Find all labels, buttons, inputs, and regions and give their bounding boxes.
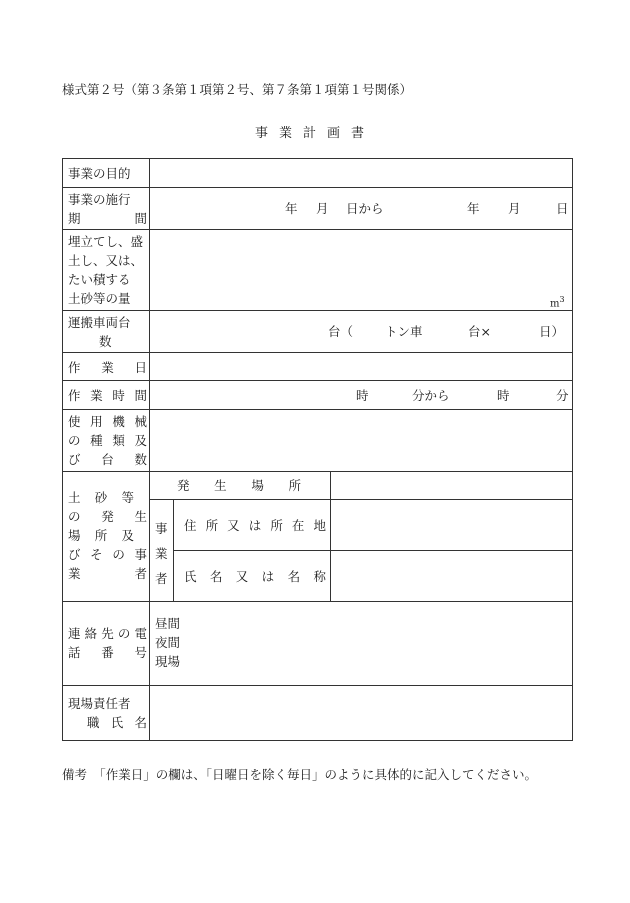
manager-label-line2: 職 氏 名 <box>87 715 147 730</box>
origin-site-field[interactable] <box>331 472 572 499</box>
phone-night-label: 夜間 <box>155 635 181 650</box>
period-label-line1: 事業の施行 <box>68 192 131 207</box>
vehicles-ton: トン車 <box>385 324 423 339</box>
worktime-hour1: 時 <box>356 388 369 403</box>
purpose-field[interactable] <box>150 159 572 187</box>
vehicles-label-line1: 運搬車両台 <box>68 315 131 330</box>
phone-field[interactable] <box>150 602 572 685</box>
remarks-note: 備考 「作業日」の欄は、「日曜日を除く毎日」のように具体的に記入してください。 <box>62 767 538 782</box>
vehicles-dai-x: 台× <box>468 324 491 339</box>
period-field[interactable] <box>150 188 572 229</box>
vehicles-dai-open: 台（ <box>328 324 354 339</box>
purpose-label: 事業の目的 <box>68 166 131 181</box>
origin-address-field[interactable] <box>331 500 572 550</box>
machines-field[interactable] <box>150 410 572 471</box>
period-label-line2: 期 間 <box>68 211 147 226</box>
volume-unit: $m^3$ <box>550 295 565 310</box>
vehicles-label-line2: 数 <box>99 334 112 349</box>
workday-label: 作 業 日 <box>68 360 147 375</box>
origin-site-label: 発 生 場 所 <box>177 478 301 493</box>
period-month1: 月 <box>316 201 329 216</box>
origin-label: 土 砂 等 の 発 生 場 所 及 び そ の 事 業 者 <box>68 490 147 581</box>
volume-field[interactable] <box>150 230 572 310</box>
vehicles-field[interactable] <box>150 311 572 352</box>
worktime-min-from: 分から <box>412 388 450 403</box>
period-year2: 年 <box>467 201 480 216</box>
origin-address-label: 住 所 又 は 所 在 地 <box>184 518 326 533</box>
volume-label: 埋立てし、盛 土し、又は、 たい積する 土砂等の量 <box>68 234 144 306</box>
manager-field[interactable] <box>150 686 572 740</box>
worktime-hour2: 時 <box>497 388 510 403</box>
machines-label: 使 用 機 械 の 種 類 及 び 台 数 <box>68 414 147 467</box>
vehicles-day-close: 日） <box>539 324 565 339</box>
business-plan-form <box>62 158 573 741</box>
worktime-field[interactable] <box>150 381 572 409</box>
form-number-header: 様式第２号（第３条第１項第２号、第７条第１項第１号関係） <box>62 82 413 97</box>
origin-name-label: 氏 名 又 は 名 称 <box>184 569 326 584</box>
worktime-label: 作 業 時 間 <box>68 388 147 403</box>
workday-field[interactable] <box>150 353 572 380</box>
phone-site-label: 現場 <box>155 654 181 669</box>
origin-name-field[interactable] <box>331 551 572 601</box>
phone-day-label: 昼間 <box>155 616 181 631</box>
period-year1: 年 <box>285 201 298 216</box>
period-day2: 日 <box>556 201 569 216</box>
phone-label: 連 絡 先 の 電 話 番 号 <box>68 626 147 660</box>
page-title: 事業計画書 <box>254 126 375 141</box>
period-day-from: 日から <box>346 201 384 216</box>
origin-operator-label: 事 業 者 <box>155 521 168 586</box>
period-month2: 月 <box>508 201 521 216</box>
manager-label-line1: 現場責任者 <box>68 696 131 711</box>
worktime-min2: 分 <box>556 388 569 403</box>
